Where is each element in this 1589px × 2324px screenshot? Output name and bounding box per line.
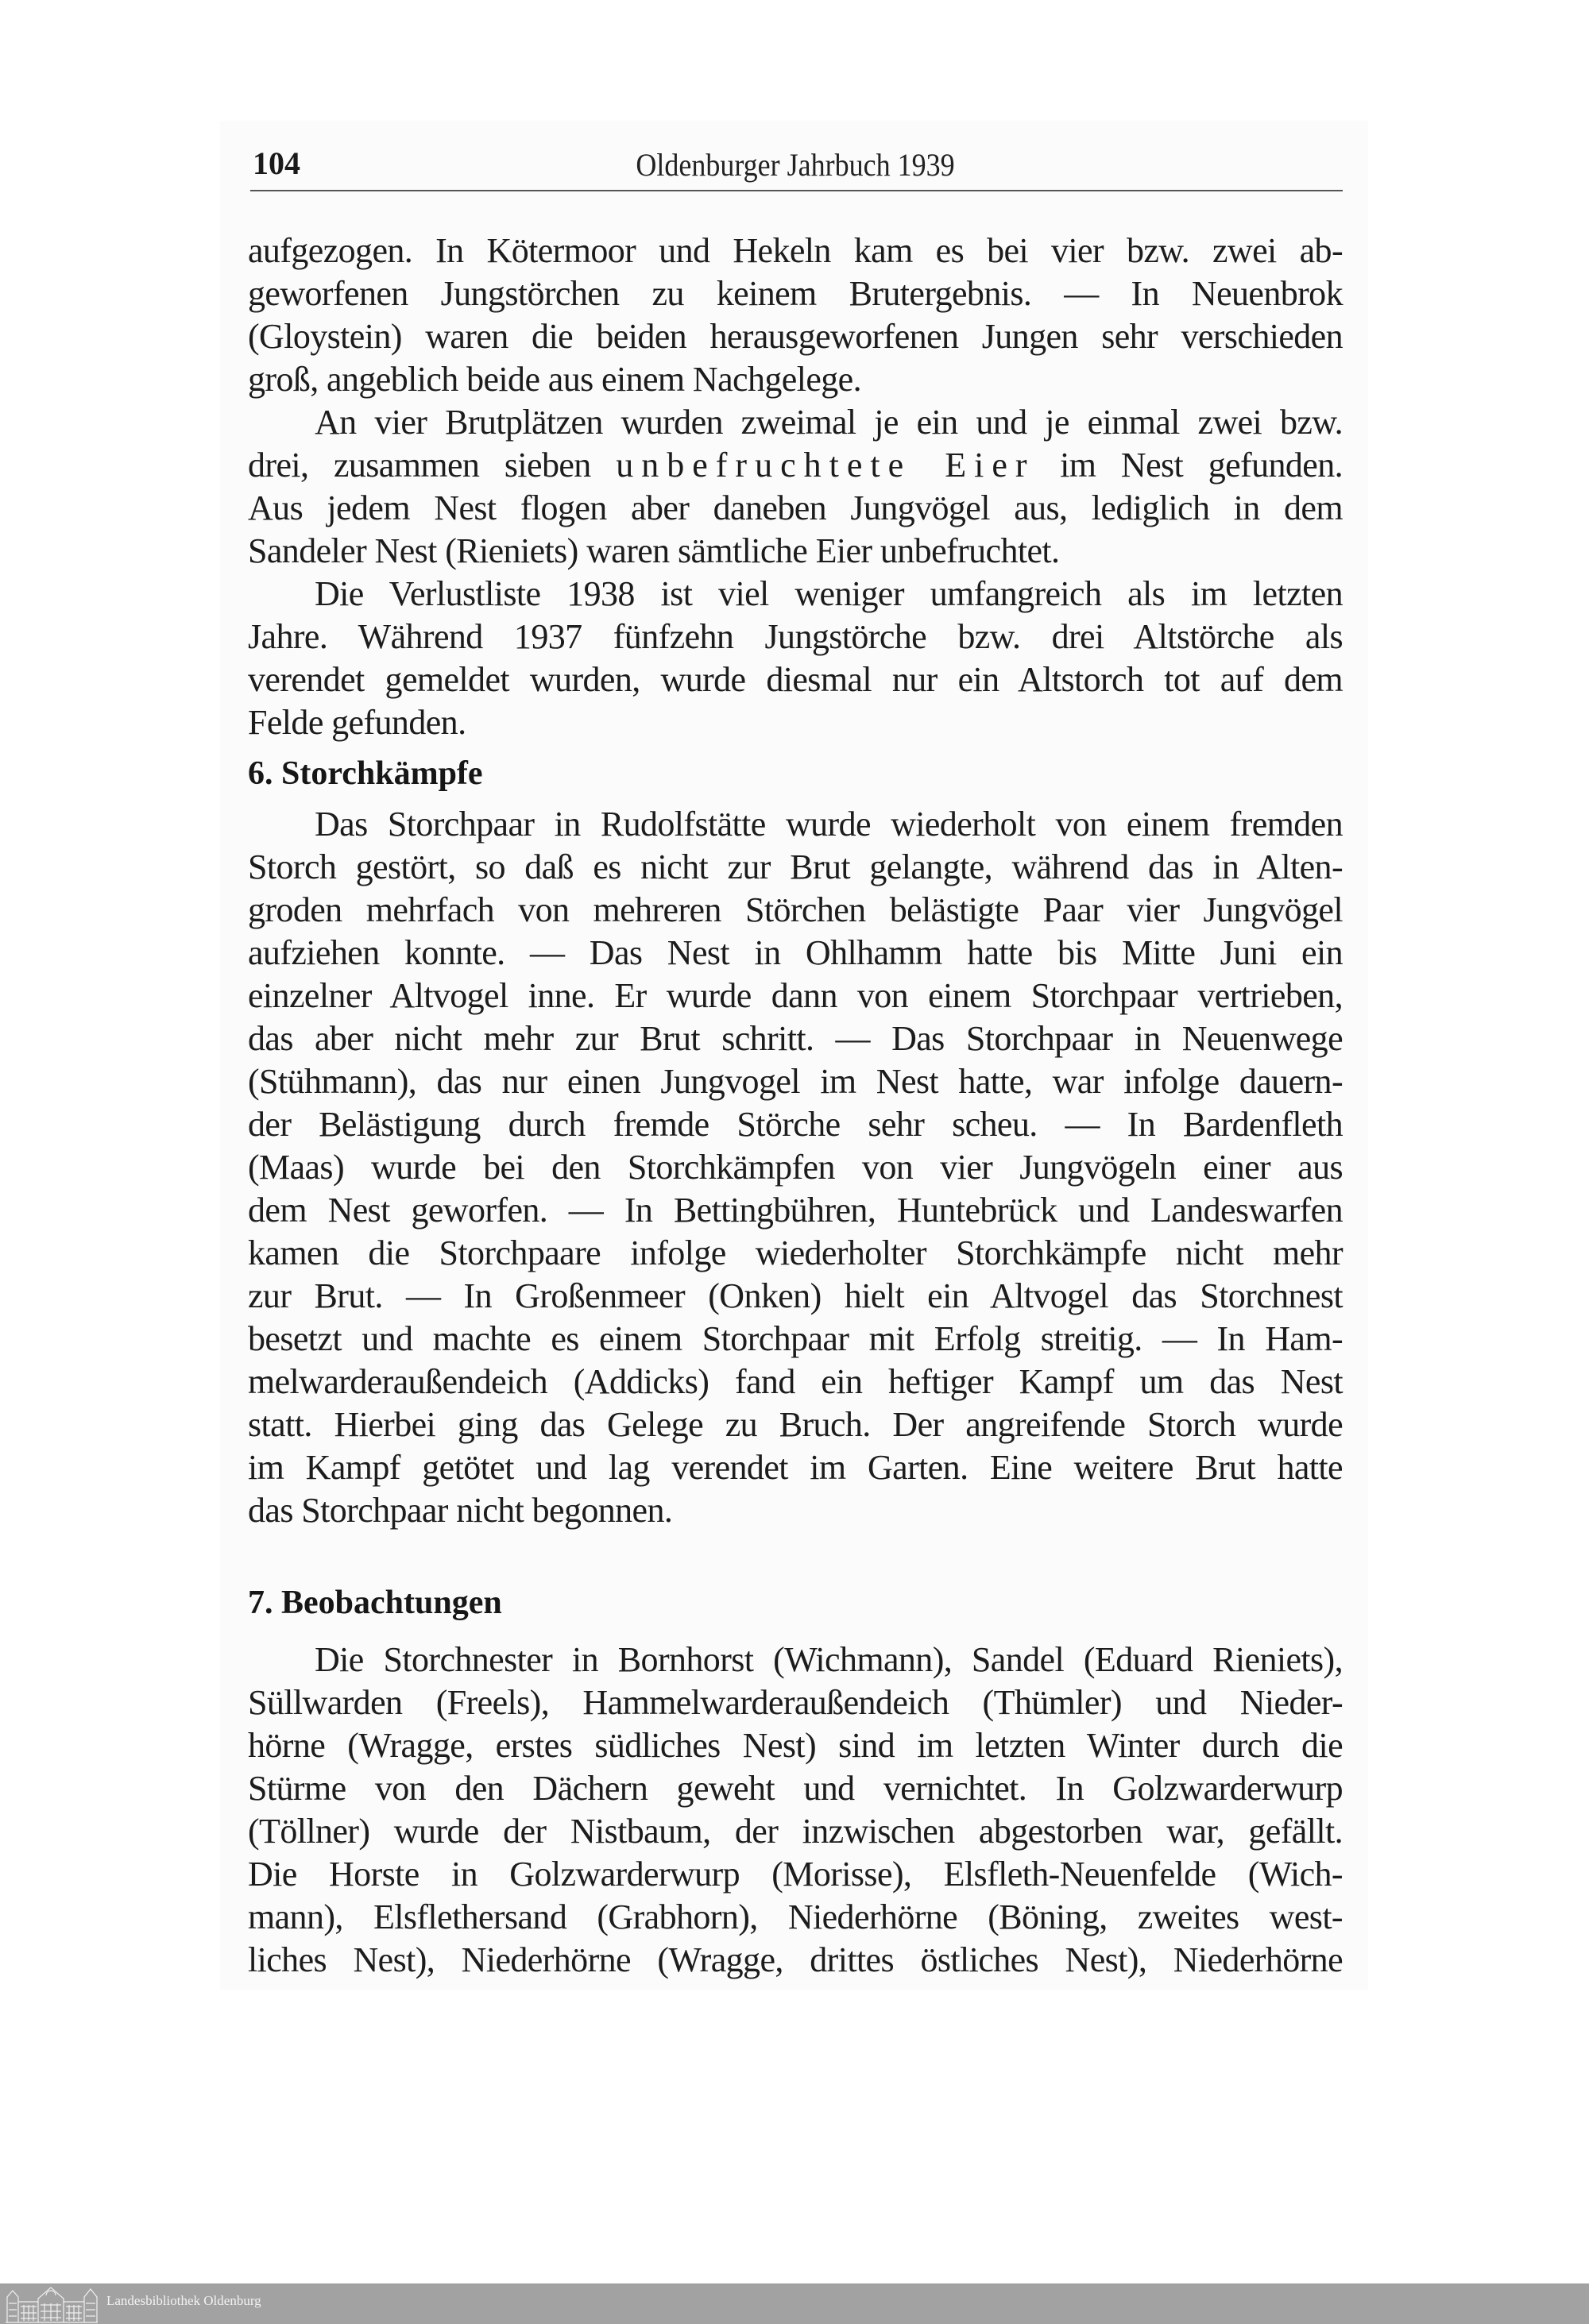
- section-storchkaempfe-body: [248, 803, 1343, 1532]
- body-text: [248, 230, 1343, 1982]
- library-name: Landesbibliothek Oldenburg: [106, 2293, 261, 2308]
- text-line: hörne (Wragge, erstes südliches Nest) sind im letzten Winter durch die: [248, 1726, 1343, 1765]
- text-line: (Töllner) wurde der Nistbaum, der inzwischen abgestorben war, gefällt.: [248, 1812, 1343, 1851]
- text-line: Die Verlustliste 1938 ist viel weniger umfangreich als im letzten: [315, 574, 1343, 613]
- text-line: das aber nicht mehr zur Brut schritt. — Das Storchpaar in Neuenwege: [248, 1019, 1343, 1058]
- library-footer-bar: [0, 2283, 1589, 2324]
- text-line: [248, 444, 1343, 487]
- paragraph-loss-list: [248, 573, 1343, 744]
- text-line: geworfenen Jungstörchen zu keinem Brutergebnis. — In Neuenbrok: [248, 274, 1343, 313]
- text-line: liches Nest), Niederhörne (Wragge, drittes östliches Nest), Niederhörne: [248, 1940, 1343, 1979]
- text-line: Die Storchnester in Bornhorst (Wichmann), Sandel (Eduard Rieniets),: [315, 1640, 1343, 1679]
- section-heading-storchkaempfe: 6. Storchkämpfe: [248, 755, 483, 792]
- page-number: 104: [253, 145, 300, 181]
- text-line: Sandeler Nest (Rieniets) waren sämtliche Eier unbefruchtet.: [248, 531, 1060, 570]
- text-line: zur Brut. — In Großenmeer (Onken) hielt ein Altvogel das Storchnest: [248, 1276, 1343, 1315]
- text-line: der Belästigung durch fremde Störche sehr scheu. — In Bardenfleth: [248, 1105, 1343, 1144]
- paragraph-unfertilized-eggs: [248, 401, 1343, 573]
- text-line: An vier Brutplätzen wurden zweimal je ein und je einmal zwei bzw.: [315, 403, 1343, 442]
- text-line: (Stühmann), das nur einen Jungvogel im Nest hatte, war infolge dauern-: [248, 1062, 1343, 1101]
- text-line: einzelner Altvogel inne. Er wurde dann von einem Storchpaar vertrieben,: [248, 976, 1343, 1015]
- text-line: Aus jedem Nest flogen aber daneben Jungvögel aus, lediglich in dem: [248, 488, 1343, 527]
- text-line: Storch gestört, so daß es nicht zur Brut gelangte, während das in Alten-: [248, 847, 1343, 886]
- text-line: statt. Hierbei ging das Gelege zu Bruch. Der angreifende Storch wurde: [248, 1405, 1343, 1444]
- text-line: (Gloystein) waren die beiden herausgeworfenen Jungen sehr verschieden: [248, 317, 1343, 356]
- text-run: im Nest gefunden.: [1034, 446, 1343, 484]
- emphasis-spaced-text: unbefruchtete Eier: [616, 446, 1035, 484]
- text-line: aufziehen konnte. — Das Nest in Ohlhamm hatte bis Mitte Juni ein: [248, 933, 1343, 972]
- text-line: besetzt und machte es einem Storchpaar mit Erfolg streitig. — In Ham-: [248, 1319, 1343, 1358]
- text-line: Felde gefunden.: [248, 703, 466, 742]
- paragraph-continuation: [248, 230, 1343, 401]
- text-line: (Maas) wurde bei den Storchkämpfen von vier Jungvögeln einer aus: [248, 1148, 1343, 1187]
- text-line: kamen die Storchpaare infolge wiederholter Storchkämpfe nicht mehr: [248, 1233, 1343, 1272]
- text-line: aufgezogen. In Kötermoor und Hekeln kam es bei vier bzw. zwei ab-: [248, 231, 1343, 270]
- text-line: im Kampf getötet und lag verendet im Garten. Eine weitere Brut hatte: [248, 1448, 1343, 1487]
- text-line: Das Storchpaar in Rudolfstätte wurde wiederholt von einem fremden: [315, 805, 1343, 844]
- text-line: melwarderaußendeich (Addicks) fand ein heftiger Kampf um das Nest: [248, 1362, 1343, 1401]
- library-building-icon: [5, 2286, 99, 2324]
- text-line: Stürme von den Dächern geweht und vernichtet. In Golzwarderwurp: [248, 1769, 1343, 1808]
- text-line: mann), Elsflethersand (Grabhorn), Niederhörne (Böning, zweites west-: [248, 1897, 1343, 1936]
- text-line: Süllwarden (Freels), Hammelwarderaußendeich (Thümler) und Nieder-: [248, 1683, 1343, 1722]
- text-line: das Storchpaar nicht begonnen.: [248, 1491, 673, 1530]
- header-rule: [250, 190, 1343, 191]
- text-line: dem Nest geworfen. — In Bettingbühren, Huntebrück und Landeswarfen: [248, 1191, 1343, 1230]
- section-heading-beobachtungen: 7. Beobachtungen: [248, 1585, 502, 1621]
- section-beobachtungen-body: [248, 1639, 1343, 1982]
- text-line: groden mehrfach von mehreren Störchen belästigte Paar vier Jungvögel: [248, 890, 1343, 929]
- running-head: [248, 121, 1343, 191]
- text-run: drei, zusammen sieben: [248, 446, 617, 484]
- journal-title: Oldenburger Jahrbuch 1939: [636, 147, 955, 183]
- text-line: Die Horste in Golzwarderwurp (Morisse), Elsfleth-Neuenfelde (Wich-: [248, 1855, 1343, 1894]
- text-line: verendet gemeldet wurden, wurde diesmal nur ein Altstorch tot auf dem: [248, 660, 1343, 699]
- text-line: groß, angeblich beide aus einem Nachgelege.: [248, 360, 861, 399]
- text-line: Jahre. Während 1937 fünfzehn Jungstörche bzw. drei Altstörche als: [248, 617, 1343, 656]
- document-page: [248, 121, 1343, 1982]
